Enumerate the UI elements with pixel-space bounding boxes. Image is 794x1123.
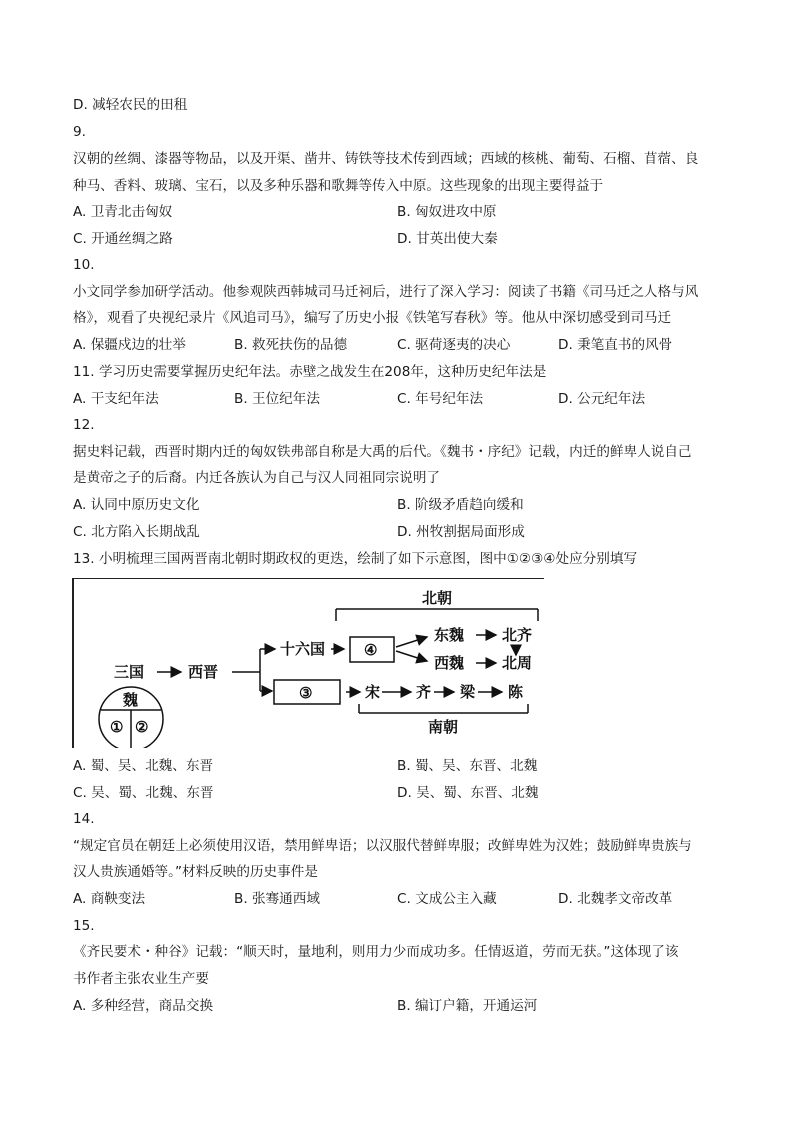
q10-option-b: B. 救死扶伤的品德 <box>234 337 348 353</box>
q11-option-b: B. 王位纪年法 <box>234 391 320 407</box>
north-dynasties-bracket <box>336 609 538 621</box>
q15-number: 15. <box>73 918 95 934</box>
q14-option-d: D. 北魏孝文帝改革 <box>558 891 673 907</box>
dongwei-label: 东魏 <box>434 626 465 644</box>
q11-stem: 11. 学习历史需要掌握历史纪年法。赤壁之战发生在208年，这种历史纪年法是 <box>73 364 547 380</box>
blank2-label: ② <box>135 718 149 736</box>
q9-option-c: C. 开通丝绸之路 <box>73 231 173 247</box>
q14-option-b: B. 张骞通西域 <box>234 891 320 907</box>
q10-option-a: A. 保疆戍边的壮举 <box>73 337 186 353</box>
shiliuguo-label: 十六国 <box>280 640 326 658</box>
q9-number: 9. <box>73 124 86 140</box>
q12-option-d: D. 州牧割据局面形成 <box>397 524 525 540</box>
south-dynasties-label: 南朝 <box>428 718 459 736</box>
q8-option-d: D. 减轻农民的田租 <box>73 97 188 113</box>
q14-option-a: A. 商鞅变法 <box>73 891 146 907</box>
dynasty-succession-diagram <box>72 578 544 748</box>
q9-stem-line-2: 种马、香料、玻璃、宝石，以及多种乐器和歌舞等传入中原。这些现象的出现主要得益于 <box>73 178 604 194</box>
chen-label: 陈 <box>508 683 524 701</box>
song-label: 宋 <box>365 683 381 701</box>
qi-label: 齐 <box>416 683 432 701</box>
sanguo-label: 三国 <box>114 663 145 681</box>
q13-option-a: A. 蜀、吴、北魏、东晋 <box>73 758 214 774</box>
south-dynasties-bracket <box>359 704 528 713</box>
arrow-to-xiwei <box>396 651 427 661</box>
q12-option-a: A. 认同中原历史文化 <box>73 497 200 513</box>
blank4-label: ④ <box>364 641 378 659</box>
q13-option-b: B. 蜀、吴、东晋、北魏 <box>397 758 538 774</box>
q13-option-c: C. 吴、蜀、北魏、东晋 <box>73 785 214 801</box>
north-dynasties-label: 北朝 <box>422 589 453 607</box>
q14-stem-line-1: “规定官员在朝廷上必须使用汉语，禁用鲜卑语；以汉服代替鲜卑服；改鲜卑姓为汉姓；鼓励鲜卑贵族与 <box>73 838 692 854</box>
q10-number: 10. <box>73 257 95 273</box>
liang-label: 梁 <box>460 683 476 701</box>
blank1-label: ① <box>110 718 124 736</box>
q12-number: 12. <box>73 417 95 433</box>
q9-option-a: A. 卫青北击匈奴 <box>73 204 173 220</box>
q10-option-c: C. 驱荷逐夷的决心 <box>397 337 511 353</box>
blank3-label: ③ <box>299 684 313 702</box>
q14-option-c: C. 文成公主入藏 <box>397 891 497 907</box>
q12-stem-line-2: 是黄帝之子的后裔。内迁各族认为自己与汉人同祖同宗说明了 <box>73 470 441 486</box>
beiqi-label: 北齐 <box>502 626 533 644</box>
q12-option-b: B. 阶级矛盾趋向缓和 <box>397 497 524 513</box>
q11-option-a: A. 干支纪年法 <box>73 391 159 407</box>
q10-stem-line-2: 格》，观看了央视纪录片《风追司马》，编写了历史小报《铁笔写春秋》等。他从中深切感受到司马迁 <box>73 310 672 326</box>
q13-stem: 13. 小明梳理三国两晋南北朝时期政权的更迭，绘制了如下示意图，图中①②③④处应分别填写 <box>73 551 638 567</box>
q9-stem-line-1: 汉朝的丝绸、漆器等物品，以及开渠、凿井、铸铁等技术传到西域；西域的核桃、葡萄、石榴、苜蓿、良 <box>73 151 699 167</box>
q14-number: 14. <box>73 811 95 827</box>
xiwei-label: 西魏 <box>434 654 465 672</box>
xijin-label: 西晋 <box>188 663 219 681</box>
wei-label: 魏 <box>123 691 139 709</box>
q14-stem-line-2: 汉人贵族通婚等。”材料反映的历史事件是 <box>73 864 318 880</box>
q15-option-b: B. 编订户籍，开通运河 <box>397 998 538 1014</box>
q10-stem-line-1: 小文同学参加研学活动。他参观陕西韩城司马迁祠后，进行了深入学习：阅读了书籍《司马迁之人格与风 <box>73 284 699 300</box>
q10-option-d: D. 秉笔直书的风骨 <box>558 337 673 353</box>
q12-option-c: C. 北方陷入长期战乱 <box>73 524 200 540</box>
q15-stem-line-1: 《齐民要术・种谷》记载：“顺天时，量地利，则用力少而成功多。任情返道，劳而无获。”这体现了该 <box>73 944 679 960</box>
q15-option-a: A. 多种经营，商品交换 <box>73 998 214 1014</box>
arrow-to-dongwei <box>396 637 427 647</box>
beizhou-label: 北周 <box>502 654 533 672</box>
q15-stem-line-2: 书作者主张农业生产要 <box>73 971 209 987</box>
q9-option-b: B. 匈奴进攻中原 <box>397 204 497 220</box>
q9-option-d: D. 甘英出使大秦 <box>397 231 498 247</box>
q13-option-d: D. 吴、蜀、东晋、北魏 <box>397 785 539 801</box>
q11-option-c: C. 年号纪年法 <box>397 391 484 407</box>
q12-stem-line-1: 据史料记载，西晋时期内迁的匈奴铁弗部自称是大禹的后代。《魏书・序纪》记载，内迁的鲜卑人说自己 <box>73 444 692 460</box>
q11-option-d: D. 公元纪年法 <box>558 391 646 407</box>
